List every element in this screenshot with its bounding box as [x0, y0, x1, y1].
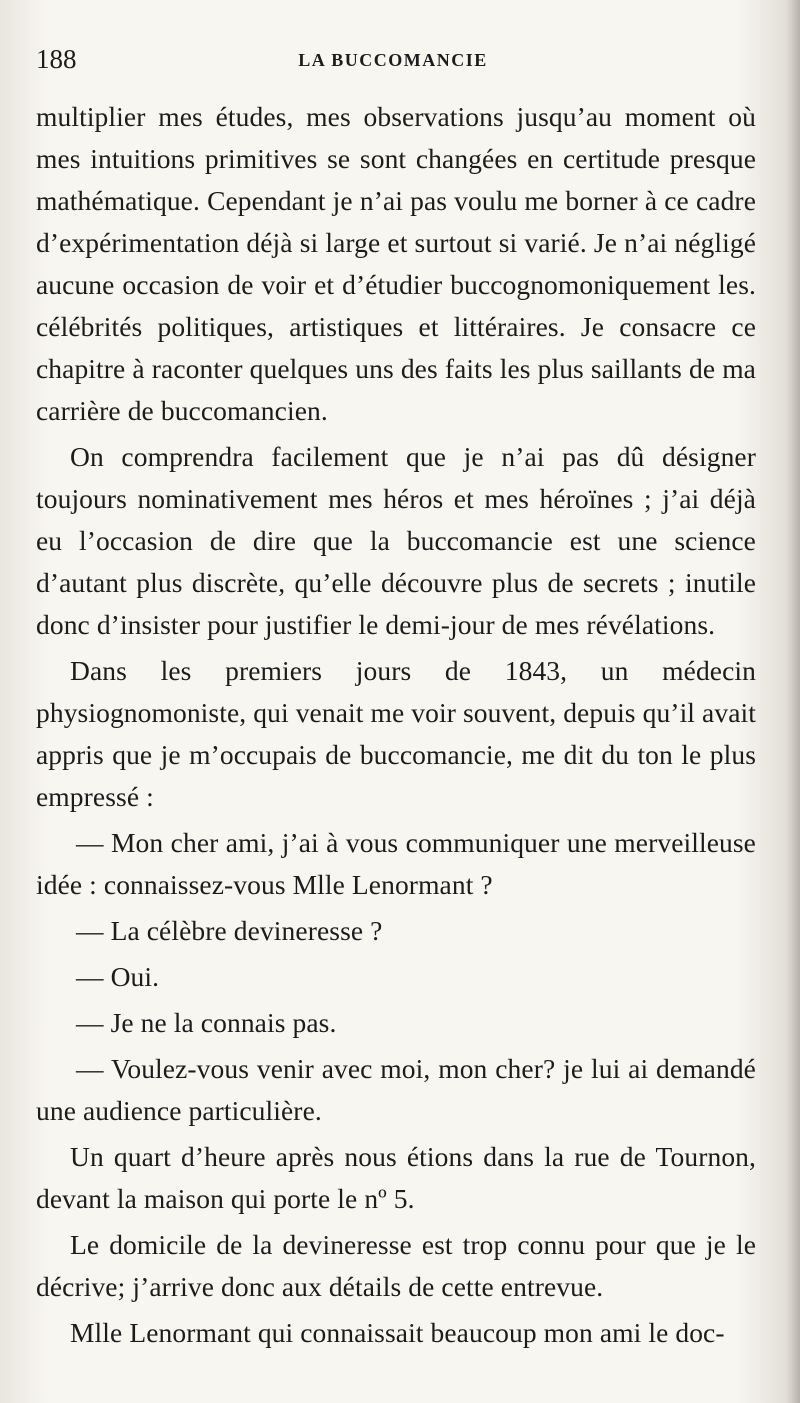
- dialogue-line-2: — La célèbre devineresse ?: [76, 915, 383, 946]
- page-edge-shadow: [786, 0, 800, 1403]
- dialogue-line-1: — Mon cher ami, j’ai à vous communiquer une merveilleuse idée : connaissez-vous Mlle Lenormant ?: [36, 827, 756, 900]
- paragraph-5: Le domicile de la devineresse est trop connu pour que je le décrive; j’arrive donc aux détails de cette entrevue.: [36, 1229, 756, 1302]
- dialogue-line-3: — Oui.: [76, 961, 160, 992]
- paragraph-1: multiplier mes études, mes observations jusqu’au moment où mes intuitions primitives se sont changées en certitude presque mathématique. Cependant je n’ai pas voulu me borner à ce cadre d’expérimentation déjà si large et surtout si varié. Je n’ai négligé aucune occasion de voir et d’étudier buccognomoniquement les. célébrités politiques, artistiques et littéraires. Je consacre ce chapitre à raconter quelques uns des faits les plus saillants de ma carrière de buccomancien.: [36, 101, 756, 426]
- dialogue-line-5: — Voulez-vous venir avec moi, mon cher? je lui ai demandé une audience particulière.: [36, 1053, 756, 1126]
- paragraph-2: On comprendra facilement que je n’ai pas dû désigner toujours nominativement mes héros et mes héroïnes ; j’ai déjà eu l’occasion de dire que la buccomancie est une science d’autant plus discrète, qu’elle découvre plus de secrets ; inutile donc d’insister pour justifier le demi-jour de mes révélations.: [36, 441, 756, 640]
- dialogue-line-4: — Je ne la connais pas.: [76, 1007, 337, 1038]
- running-title: LA BUCCOMANCIE: [298, 50, 488, 70]
- paragraph-6: Mlle Lenormant qui connaissait beaucoup mon ami le doc-: [70, 1317, 725, 1348]
- paragraph-3: Dans les premiers jours de 1843, un médecin physiognomoniste, qui venait me voir souvent, depuis qu’il avait appris que je m’occupais de buccomancie, me dit du ton le plus empressé :: [36, 655, 756, 812]
- paragraph-4: Un quart d’heure après nous étions dans la rue de Tournon, devant la maison qui porte le nº 5.: [36, 1141, 756, 1214]
- page-header: [36, 40, 750, 80]
- page-body: [36, 96, 756, 1354]
- page-number: 188: [36, 44, 77, 74]
